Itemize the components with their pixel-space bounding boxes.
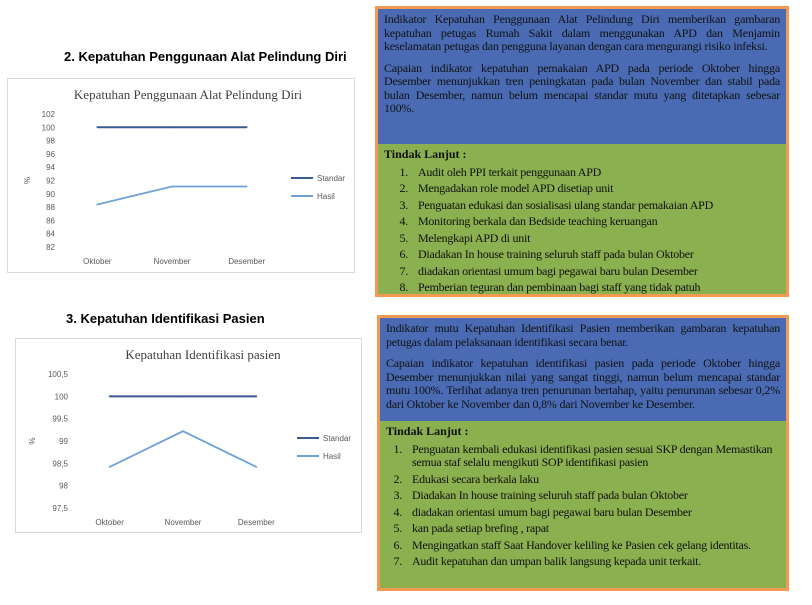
followup-item-number: 7. xyxy=(393,554,402,568)
y-tick-label: 102 xyxy=(41,110,55,119)
data-point-hasil xyxy=(255,466,257,468)
data-point-hasil xyxy=(96,204,98,206)
followup-item xyxy=(390,443,778,470)
data-point-standar xyxy=(246,126,248,128)
followup-item xyxy=(390,555,778,569)
followup-item-number: 6. xyxy=(399,247,408,261)
data-point-hasil xyxy=(182,430,184,432)
followup-item-text: Audit kepatuhan dan umpan balik langsung kepada unit terkait. xyxy=(412,554,702,568)
followup-item-text: diadakan orientasi umum bagi pegawai baru bulan Desember xyxy=(412,504,692,519)
followup-item-text: kan pada setiap brefing , rapat xyxy=(412,521,549,535)
followup-item-text: Audit oleh PPI terkait penggunaan APD xyxy=(418,164,602,179)
y-tick-label: 98,5 xyxy=(52,459,68,469)
y-tick-label: 88 xyxy=(46,203,55,213)
followup-item-text: Mengadakan role model APD disetiap unit xyxy=(418,181,614,195)
chart-title: Kepatuhan Penggunaan Alat Pelindung Diri xyxy=(73,87,303,102)
apd-followup-panel xyxy=(375,144,789,297)
followup-item xyxy=(396,232,778,246)
legend-label-hasil: Hasil xyxy=(317,192,335,201)
x-tick-label: November xyxy=(164,518,202,527)
followup-item-number: 6. xyxy=(393,537,402,552)
followup-item-text: diadakan orientasi umum bagi pegawai baru bulan Desember xyxy=(418,263,698,278)
followup-item xyxy=(390,473,778,487)
followup-item xyxy=(396,199,778,213)
identifikasi-chart-svg xyxy=(16,339,363,534)
y-tick-label: 84 xyxy=(46,229,55,239)
followup-item-number: 4. xyxy=(393,504,402,519)
identifikasi-description-paragraph-1: Indikator mutu Kepatuhan Identifikasi Pasien memberikan gambaran kepatuhan petugas dalam pelaksanaan identifikasi secara benar. xyxy=(386,321,780,349)
followup-item-number: 8. xyxy=(399,280,408,294)
x-tick-label: Desember xyxy=(228,257,266,266)
followup-item-number: 5. xyxy=(399,230,408,245)
followup-item-text: Monitoring berkala dan Bedside teaching keruangan xyxy=(418,214,658,228)
data-point-hasil xyxy=(171,186,173,188)
y-tick-label: 100 xyxy=(54,392,68,402)
y-tick-label: 100 xyxy=(41,123,55,133)
followup-item-text: Penguatan kembali edukasi identifikasi pasien sesuai SKP dengan Memastikan semua staf selalu mengikuti SOP identifikasi pasien xyxy=(412,441,773,469)
x-tick-label: Desember xyxy=(237,518,275,527)
series-line-hasil xyxy=(110,431,257,467)
data-point-standar xyxy=(109,395,111,397)
followup-item-text: Mengingatkan staff Saat Handover keliling ke Pasien cek gelang identitas. xyxy=(412,537,751,552)
followup-item-text: Pemberian teguran dan pembinaan bagi staff yang tidak patuh xyxy=(418,280,701,294)
followup-item xyxy=(390,506,778,520)
followup-item xyxy=(390,489,778,503)
followup-item-number: 2. xyxy=(393,471,402,486)
followup-item xyxy=(390,522,778,536)
x-tick-label: November xyxy=(153,257,191,266)
chart-title: Kepatuhan Identifikasi pasien xyxy=(125,347,281,362)
identifikasi-description-panel xyxy=(377,315,789,421)
followup-item-text: Edukasi secara berkala laku xyxy=(412,471,539,486)
followup-item xyxy=(396,215,778,229)
y-tick-label: 100,5 xyxy=(47,370,68,379)
y-tick-label: 94 xyxy=(46,163,55,173)
x-tick-label: Oktober xyxy=(95,518,124,527)
followup-item-number: 3. xyxy=(399,197,408,212)
apd-chart xyxy=(7,78,355,273)
y-tick-label: 92 xyxy=(46,176,55,186)
data-point-hasil xyxy=(246,186,248,188)
apd-description-panel xyxy=(375,6,789,144)
identifikasi-followup-list xyxy=(386,443,778,569)
identifikasi-description-paragraph-2: Capaian indikator kepatuhan identifikasi pasien pada periode Oktober hingga Desember menunjukkan nilai yang sangat tinggi, namun belum mencapai standar mutu 100%. Terlihat adanya tren penurunan bertahap, yaitu penurunan sebesar 0,2% dari Oktober ke November dan 0,8% dari November ke Desember. xyxy=(386,356,780,411)
followup-item-number: 4. xyxy=(399,214,408,228)
y-tick-label: 82 xyxy=(46,243,55,252)
legend-label-hasil: Hasil xyxy=(323,452,341,461)
followup-item-number: 1. xyxy=(393,441,402,456)
followup-item-number: 5. xyxy=(393,521,402,535)
apd-followup-heading: Tindak Lanjut : xyxy=(384,147,467,161)
y-tick-label: 99,5 xyxy=(52,414,68,424)
followup-item-number: 2. xyxy=(399,181,408,195)
followup-item xyxy=(396,248,778,262)
followup-item xyxy=(396,166,778,180)
apd-description-paragraph-2: Capaian indikator kepatuhan pemakaian APD pada periode Oktober hingga Desember menunjukkan tren peningkatan pada bulan November dan stabil pada bulan Desember, namun belum mencapai standar mutu yang ditetapkan sebesar 100%. xyxy=(384,60,780,115)
y-tick-label: 86 xyxy=(46,216,55,226)
data-point-standar xyxy=(182,395,184,397)
x-tick-label: Oktober xyxy=(83,257,112,266)
legend-label-standar: Standar xyxy=(323,434,352,443)
followup-item-text: Penguatan edukasi dan sosialisasi ulang standar pemakaian APD xyxy=(418,197,714,212)
apd-chart-svg xyxy=(8,79,356,274)
followup-item-text: Diadakan In house training seluruh staff pada bulan Oktober xyxy=(418,247,694,261)
data-point-standar xyxy=(255,395,257,397)
y-axis-label: % xyxy=(28,437,37,445)
section-3-title: 3. Kepatuhan Identifikasi Pasien xyxy=(66,311,265,326)
followup-item-text: Diadakan In house training seluruh staff pada bulan Oktober xyxy=(412,488,688,502)
y-tick-label: 90 xyxy=(46,189,55,199)
identifikasi-chart xyxy=(15,338,362,533)
y-tick-label: 98 xyxy=(46,136,55,146)
apd-description-paragraph-1: Indikator Kepatuhan Penggunaan Alat Pelindung Diri memberikan gambaran kepatuhan petugas Rumah Sakit dalam menggunakan APD dan Menjamin keselamatan petugas dan pengguna layanan dengan cara mengurangi risiko infeksi. xyxy=(384,12,780,53)
followup-item xyxy=(396,265,778,279)
data-point-standar xyxy=(171,126,173,128)
followup-item-text: Melengkapi APD di unit xyxy=(418,230,531,245)
followup-item-number: 1. xyxy=(399,164,408,179)
followup-item xyxy=(390,539,778,553)
y-tick-label: 99 xyxy=(59,437,68,446)
y-axis-label: % xyxy=(23,176,32,185)
identifikasi-followup-heading: Tindak Lanjut : xyxy=(386,424,469,438)
identifikasi-followup-panel xyxy=(377,421,789,591)
data-point-hasil xyxy=(109,466,111,468)
series-line-hasil xyxy=(97,186,246,204)
followup-item xyxy=(396,281,778,295)
followup-item-number: 7. xyxy=(399,263,408,278)
y-tick-label: 96 xyxy=(46,149,55,159)
y-tick-label: 97,5 xyxy=(52,504,68,513)
followup-item xyxy=(396,182,778,196)
data-point-standar xyxy=(96,126,98,128)
legend-label-standar: Standar xyxy=(317,174,346,183)
y-tick-label: 98 xyxy=(59,481,68,491)
followup-item-number: 3. xyxy=(393,488,402,502)
apd-followup-list xyxy=(384,166,778,295)
section-2-title: 2. Kepatuhan Penggunaan Alat Pelindung Diri xyxy=(64,49,347,64)
